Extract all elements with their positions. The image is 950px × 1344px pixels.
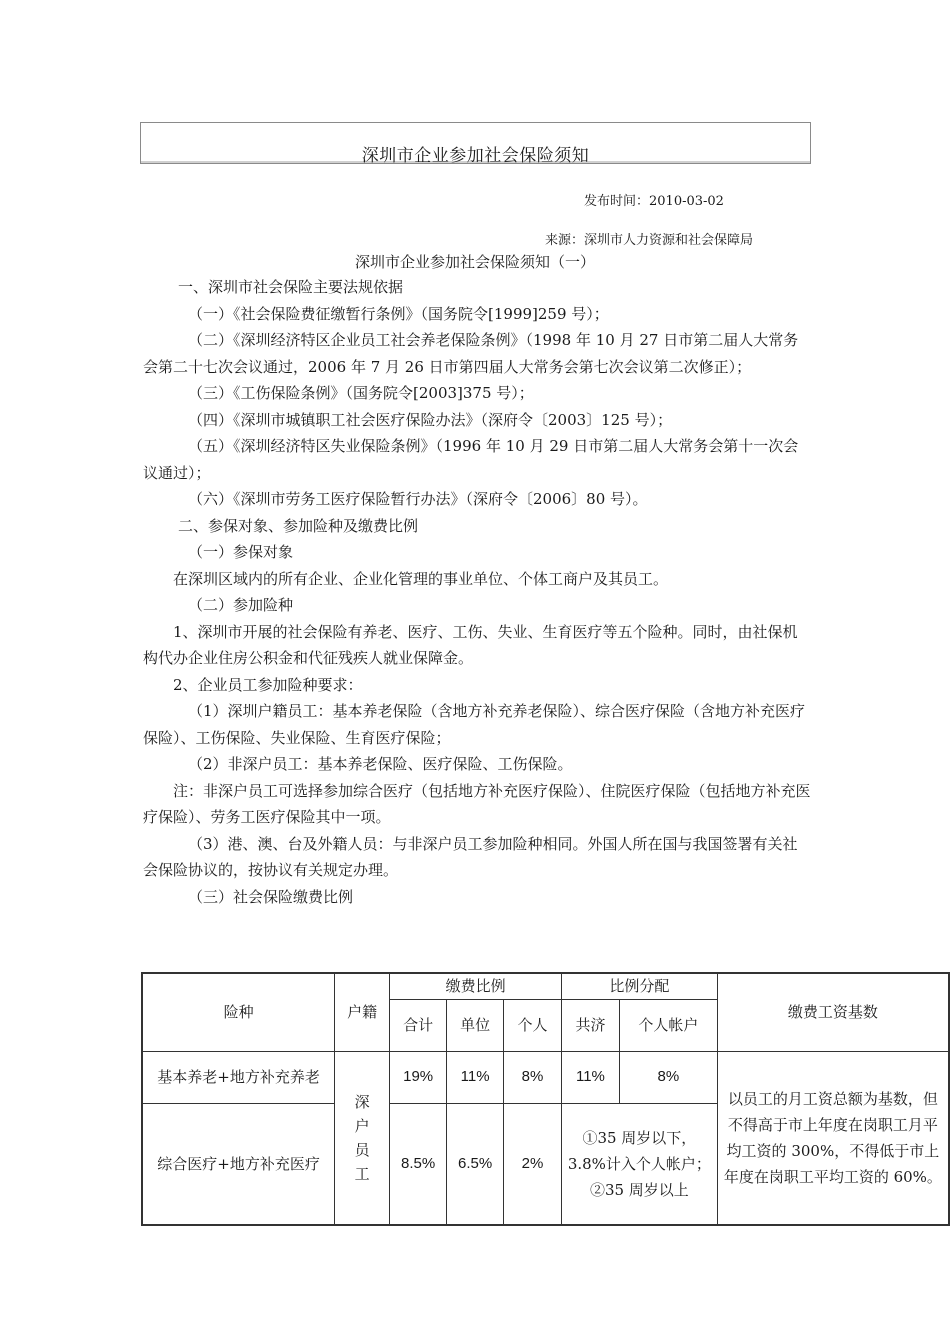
paragraph: （一）参保对象 xyxy=(188,543,294,561)
cell-personal-account: ①35 周岁以下，3.8%计入个人帐户；②35 周岁以上 xyxy=(561,1103,717,1225)
paragraph: （1）深圳户籍员工：基本养老保险（含地方补充养老保险）、综合医疗保险（含地方补充医疗保险）、工伤保险、失业保险、生育医疗保险； xyxy=(143,702,806,747)
cell-insurance: 基本养老+地方补充养老 xyxy=(142,1051,335,1103)
body-text xyxy=(143,274,811,910)
paragraph: （六）《深圳市劳务工医疗保险暂行办法》（深府令〔2006〕80 号）。 xyxy=(188,490,648,508)
section-subtitle: 深圳市企业参加社会保险须知（一） xyxy=(354,253,595,271)
paragraph: 注：非深户员工可选择参加综合医疗（包括地方补充医疗保险）、住院医疗保险（包括地方补充医疗保险）、劳务工医疗保险其中一项。 xyxy=(143,781,811,826)
header-allocation: 比例分配 xyxy=(561,973,717,999)
paragraph: （二）参加险种 xyxy=(188,596,294,614)
cell-personal-account: 8% xyxy=(619,1051,717,1103)
heading-coverage: 二、参保对象、参加险种及缴费比例 xyxy=(178,516,419,535)
paragraph: （2）非深户员工：基本养老保险、医疗保险、工伤保险。 xyxy=(188,755,573,773)
paragraph: （四）《深圳市城镇职工社会医疗保险办法》（深府令〔2003〕125 号）； xyxy=(188,410,673,429)
header-hukou: 户籍 xyxy=(335,973,390,1051)
header-individual: 个人 xyxy=(504,999,562,1051)
header-pooled: 共济 xyxy=(561,999,619,1051)
header-insurance: 险种 xyxy=(142,973,335,1051)
cell-unit: 6.5% xyxy=(447,1103,504,1225)
paragraph: （二）《深圳经济特区企业员工社会养老保险条例》（1998 年 10 月 27 日市第二届人大常务会第二十七次会议通过，2006 年 7 月 26 日市第四届人大常务会第七次会议第二次修正）； xyxy=(143,331,799,376)
header-total: 合计 xyxy=(390,999,447,1051)
cell-pooled: 11% xyxy=(561,1051,619,1103)
paragraph: （五）《深圳经济特区失业保险条例》（1996 年 10 月 29 日市第二届人大常务会第十一次会议通过）； xyxy=(143,437,799,482)
header-wage-base: 缴费工资基数 xyxy=(717,973,949,1051)
header-unit: 单位 xyxy=(447,999,504,1051)
header-personal-account: 个人帐户 xyxy=(619,999,717,1051)
contribution-rate-table xyxy=(141,972,950,1226)
paragraph: （三）《工伤保险条例》（国务院令[2003]375 号）； xyxy=(188,384,534,402)
cell-insurance: 综合医疗+地方补充医疗 xyxy=(142,1103,335,1225)
cell-total: 19% xyxy=(390,1051,447,1103)
paragraph: 2、企业员工参加险种要求： xyxy=(173,675,363,694)
paragraph: （3）港、澳、台及外籍人员：与非深户员工参加险种相同。外国人所在国与我国签署有关社会保险协议的，按协议有关规定办理。 xyxy=(143,834,798,879)
cell-individual: 2% xyxy=(504,1103,562,1225)
cell-hukou: 深户员工 xyxy=(335,1051,390,1225)
cell-wage-base: 以员工的月工资总额为基数，但不得高于市上年度在岗职工月平均工资的 300%，不得低于市上年度在岗职工平均工资的 60%。 xyxy=(717,1051,949,1225)
cell-unit: 11% xyxy=(447,1051,504,1103)
publish-time: 发布时间：2010-03-02 xyxy=(584,194,724,209)
paragraph: 1、深圳市开展的社会保险有养老、医疗、工伤、失业、生育医疗等五个险种。同时，由社保机构代办企业住房公积金和代征残疾人就业保障金。 xyxy=(143,622,798,667)
title-box xyxy=(140,122,811,164)
paragraph: （三）社会保险缴费比例 xyxy=(188,887,354,906)
paragraph: （一）《社会保险费征缴暂行条例》（国务院令[1999]259 号）； xyxy=(188,304,609,323)
heading-legal-basis: 一、深圳市社会保险主要法规依据 xyxy=(178,278,404,296)
header-contribution: 缴费比例 xyxy=(390,973,562,999)
source: 来源：深圳市人力资源和社会保障局 xyxy=(545,233,754,248)
paragraph: 在深圳区域内的所有企业、企业化管理的事业单位、个体工商户及其员工。 xyxy=(173,569,669,588)
table-row xyxy=(142,1051,949,1103)
document-title: 深圳市企业参加社会保险须知 xyxy=(361,146,590,166)
cell-individual: 8% xyxy=(504,1051,562,1103)
cell-total: 8.5% xyxy=(390,1103,447,1225)
